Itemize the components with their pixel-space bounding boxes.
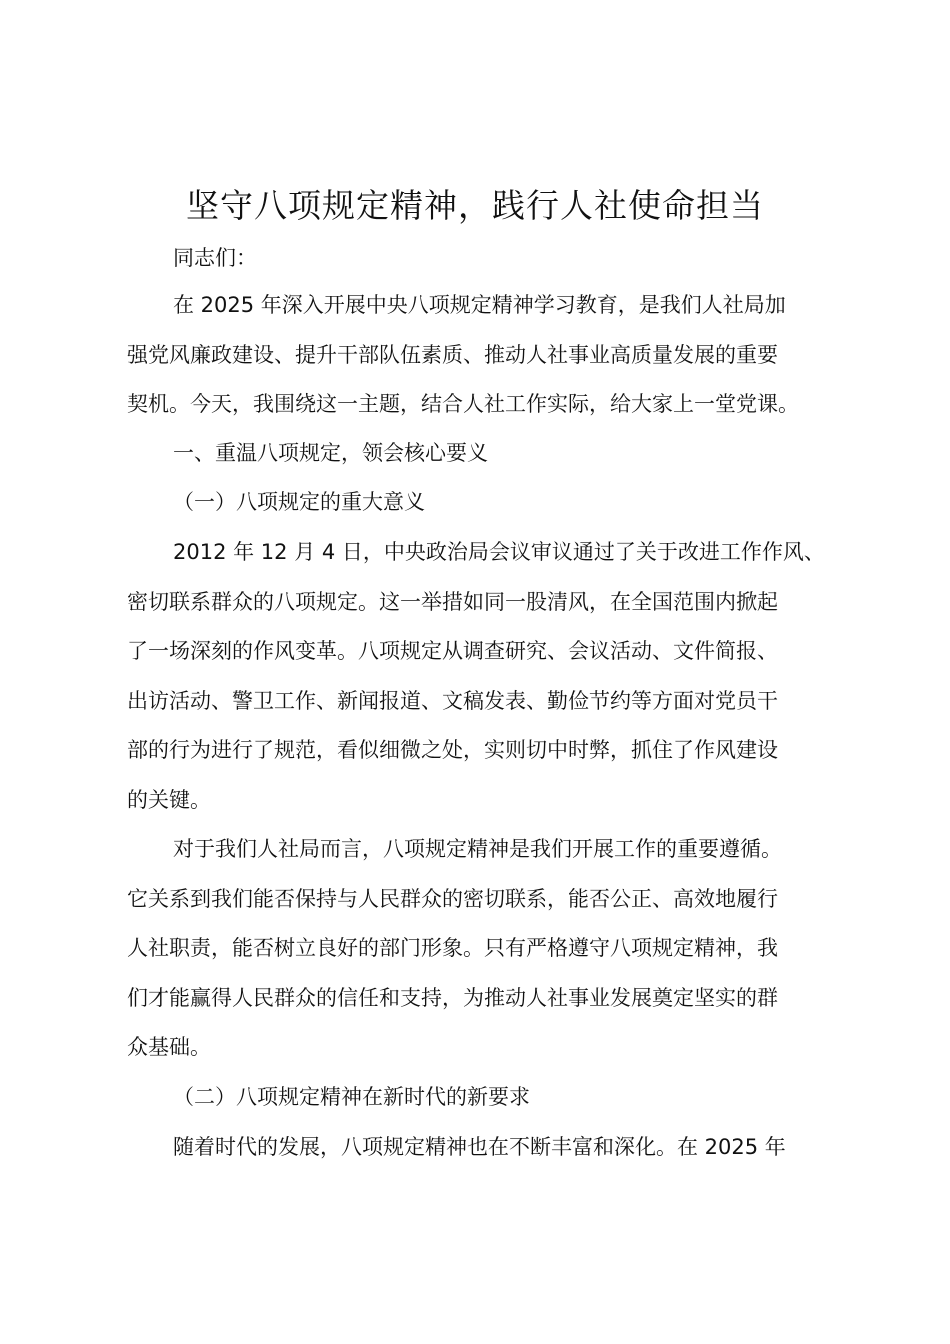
paragraph-importance [127, 825, 847, 1073]
paragraph-line: 了一场深刻的作风变革。八项规定从调查研究、会议活动、文件简报、 [127, 639, 778, 663]
paragraph-line: 契机。今天，我围绕这一主题，结合人社工作实际，给大家上一堂党课。 [127, 392, 799, 416]
paragraph-line: 众基础。 [127, 1035, 211, 1059]
paragraph-intro [127, 281, 847, 430]
paragraph-line: 随着时代的发展，八项规定精神也在不断丰富和深化。在 2025 年 [173, 1135, 786, 1159]
section-heading-text: 一、重温八项规定，领会核心要义 [173, 441, 488, 465]
subsection-heading-text: （一）八项规定的重大意义 [173, 490, 425, 514]
subsection-heading-1 [127, 478, 847, 528]
paragraph-line: 对于我们人社局而言，八项规定精神是我们开展工作的重要遵循。 [173, 837, 782, 861]
greeting-text: 同志们： [173, 246, 257, 270]
paragraph-line: 的关键。 [127, 787, 211, 812]
section-heading-1 [127, 429, 847, 479]
paragraph-line: 强党风廉政建设、提升干部队伍素质、推动人社事业高质量发展的重要 [127, 342, 778, 367]
paragraph-line: 它关系到我们能否保持与人民群众的密切联系，能否公正、高效地履行 [127, 886, 778, 911]
paragraph-line: 在 2025 年深入开展中央八项规定精神学习教育，是我们人社局加 [173, 293, 786, 317]
paragraph-history [127, 528, 847, 825]
paragraph-line: 们才能赢得人民群众的信任和支持，为推动人社事业发展奠定坚实的群 [127, 985, 778, 1010]
paragraph-line: 密切联系群众的八项规定。这一举措如同一股清风，在全国范围内掀起 [127, 589, 778, 614]
paragraph-line: 部的行为进行了规范，看似细微之处，实则切中时弊，抓住了作风建设 [127, 738, 778, 762]
greeting [127, 234, 847, 284]
paragraph-new-era [127, 1123, 847, 1173]
paragraph-line: 2012 年 12 月 4 日，中央政治局会议审议通过了关于改进工作作风、 [173, 540, 825, 564]
paragraph-line: 出访活动、警卫工作、新闻报道、文稿发表、勤俭节约等方面对党员干 [127, 688, 778, 713]
subsection-heading-2 [127, 1073, 847, 1123]
document-title: 坚守八项规定精神，践行人社使命担当 [186, 186, 764, 225]
paragraph-line: 人社职责，能否树立良好的部门形象。只有严格遵守八项规定精神，我 [127, 936, 778, 960]
subsection-heading-text: （二）八项规定精神在新时代的新要求 [173, 1085, 530, 1109]
